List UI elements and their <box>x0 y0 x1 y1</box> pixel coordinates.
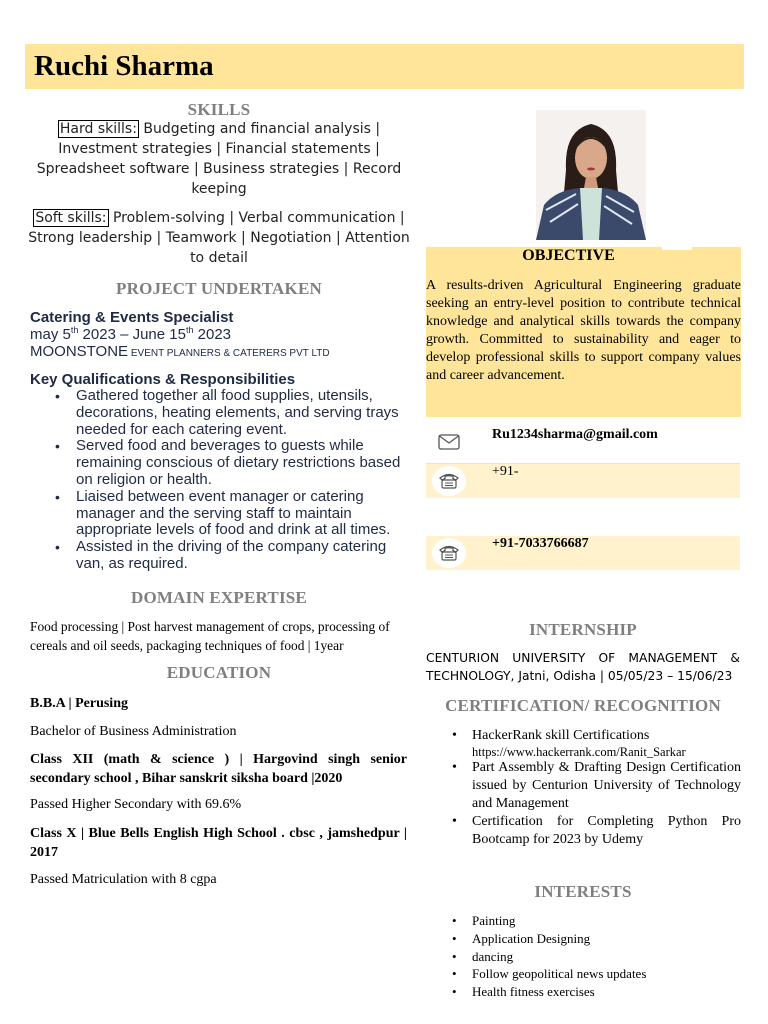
edu-detail-2: Passed Higher Secondary with 69.6% <box>30 797 242 812</box>
interest-item: • Painting <box>426 912 741 930</box>
telephone-icon <box>432 466 466 496</box>
responsibility-item: • Gathered together all food supplies, utensils, decorations, heating elements, and serving trays needed for each catering event. <box>52 388 407 438</box>
edu-heading-3: Class X | Blue Bells English High School . cbsc , jamshedpur | 2017 <box>30 826 407 860</box>
date-end: 2023 <box>193 326 232 343</box>
hard-skills <box>28 119 410 199</box>
certification-text: Part Assembly & Drafting Design Certification issued by Centurion University of Technology and Management <box>472 760 741 811</box>
date-mid: 2023 – June 15 <box>78 326 186 343</box>
edu-detail-3: Passed Matriculation with 8 cgpa <box>30 872 217 887</box>
email-text[interactable]: Ru1234sharma@gmail.com <box>492 427 658 442</box>
envelope-icon <box>432 427 466 457</box>
certification-text: Certification for Completing Python Pro Bootcamp for 2023 by Udemy <box>472 814 741 847</box>
project-title: PROJECT UNDERTAKEN <box>116 279 322 298</box>
responsibility-item: • Served food and beverages to guests while remaining conscious of dietary restrictions based on religion or health. <box>52 438 407 488</box>
interests-title: INTERESTS <box>534 882 632 901</box>
soft-skills-text: Problem-solving | Verbal communication | Strong leadership | Teamwork | Negotiation | Attention to detail <box>28 210 410 266</box>
objective-title: OBJECTIVE <box>522 247 615 264</box>
domain-text: Food processing | Post harvest management of crops, processing of cereals and oil seeds, packaging techniques of food | 1year <box>30 619 390 653</box>
responsibilities-list <box>52 388 407 573</box>
hard-skills-text: Budgeting and financial analysis | Investment strategies | Financial statements | Spreadsheet software | Business strategies | Record keeping <box>36 121 402 197</box>
phone-row-1 <box>426 464 740 498</box>
internship-title: INTERNSHIP <box>529 620 637 639</box>
profile-photo <box>536 110 646 240</box>
domain-title: DOMAIN EXPERTISE <box>131 588 307 607</box>
certification-item <box>426 727 741 759</box>
phone-text-1[interactable]: +91- <box>492 464 519 479</box>
company-small: EVENT PLANNERS & CATERERS PVT LTD <box>128 348 330 359</box>
edu-detail-1: Bachelor of Business Administration <box>30 724 237 739</box>
internship-text: CENTURION UNIVERSITY OF MANAGEMENT & TECHNOLOGY, Jatni, Odisha | 05/05/23 – 15/06/23 <box>426 651 740 683</box>
date-end-sup: th <box>185 325 194 335</box>
responsibility-item: • Liaised between event manager or catering manager and the serving staff to maintain appropriate levels of food and drink at all times. <box>52 489 407 539</box>
date-start: may 5 <box>30 326 71 343</box>
certification-list <box>426 727 741 849</box>
interest-item: • Health fitness exercises <box>426 983 741 1001</box>
hard-skills-label: Hard skills: <box>59 121 137 137</box>
candidate-name: Ruchi Sharma <box>34 50 214 82</box>
interest-item: • dancing <box>426 948 741 966</box>
responsibility-item: • Assisted in the driving of the company catering van, as required. <box>52 539 407 573</box>
soft-skills <box>28 208 410 268</box>
certification-link[interactable]: https://www.hackerrank.com/Ranit_Sarkar <box>472 745 686 759</box>
certification-text: HackerRank skill Certifications <box>472 728 650 743</box>
education-title: EDUCATION <box>166 663 272 682</box>
qualifications-title: Key Qualifications & Responsibilities <box>30 371 296 388</box>
certification-item <box>426 813 741 849</box>
certification-title: CERTIFICATION/ RECOGNITION <box>445 696 721 715</box>
edu-heading-1: B.B.A | Perusing <box>30 696 128 711</box>
project-role: Catering & Events Specialist <box>30 309 234 326</box>
certification-item <box>426 759 741 813</box>
company-main: MOONSTONE <box>30 343 129 360</box>
email-row <box>426 425 740 459</box>
interest-item: • Follow geopolitical news updates <box>426 965 741 983</box>
interest-item: • Application Designing <box>426 930 741 948</box>
telephone-icon <box>432 538 466 568</box>
date-start-sup: th <box>70 325 79 335</box>
project-dates <box>30 326 231 343</box>
phone-row-2 <box>426 536 740 570</box>
skills-title: SKILLS <box>187 100 251 119</box>
edu-heading-2: Class XII (math & science ) | Hargovind singh senior secondary school , Bihar sanskrit siksha board |2020 <box>30 752 407 786</box>
objective-text: A results-driven Agricultural Engineering graduate seeking an entry-level position to contribute technical knowledge and analytical skills towards the company growth. Committed to sustainability and eager to develop professional skills to support company values and career advancement. <box>426 278 741 383</box>
project-company <box>30 343 330 360</box>
phone-text-2[interactable]: +91-7033766687 <box>492 536 589 551</box>
interests-list <box>426 912 741 1001</box>
soft-skills-label: Soft skills: <box>35 210 107 226</box>
